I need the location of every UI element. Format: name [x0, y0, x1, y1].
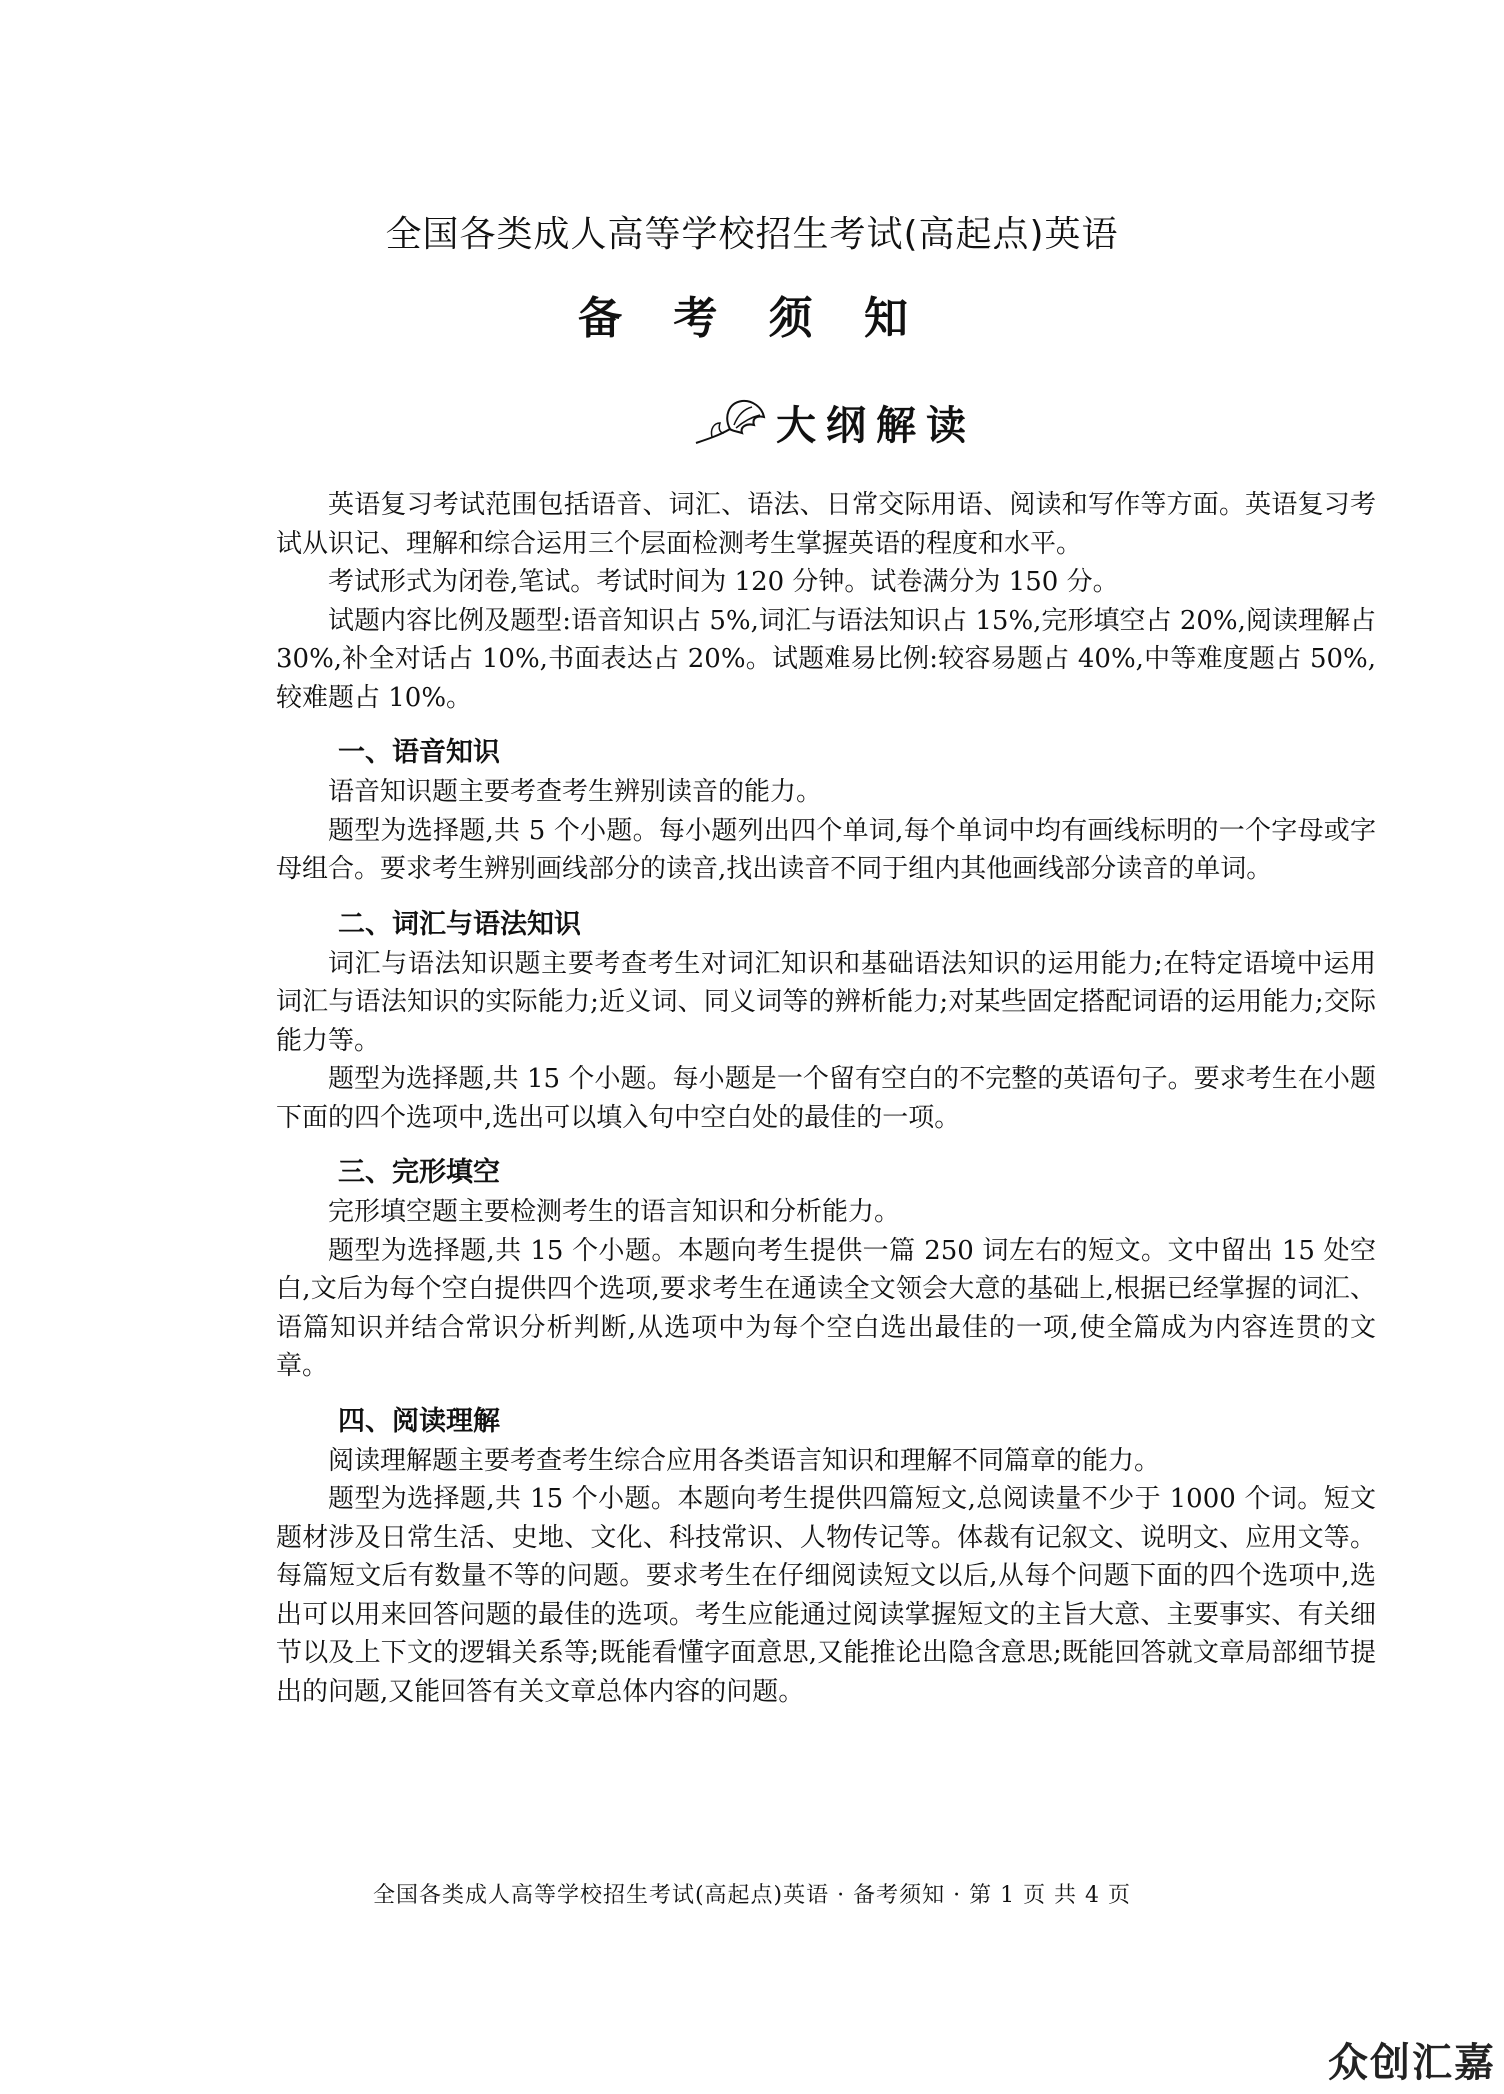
part-heading-cloze: 三、完形填空: [338, 1157, 500, 1188]
section-banner: [690, 392, 976, 452]
page-footer: 全国各类成人高等学校招生考试(高起点)英语 · 备考须知 · 第 1 页 共 4 页: [372, 1883, 1132, 1908]
document-body: [276, 486, 1376, 1711]
ginkgo-leaf-icon: [690, 395, 768, 449]
part-paragraph: 题型为选择题,共 5 个小题。每小题列出四个单词,每个单词中均有画线标明的一个字母或字母组合。要求考生辨别画线部分的读音,找出读音不同于组内其他画线部分读音的单词。: [276, 815, 1376, 884]
part-heading-reading: 四、阅读理解: [338, 1405, 500, 1437]
intro-paragraph: 考试形式为闭卷,笔试。考试时间为 120 分钟。试卷满分为 150 分。: [328, 567, 1119, 597]
part-heading-vocabulary-grammar: 二、词汇与语法知识: [338, 908, 581, 940]
section-title: 大纲解读: [776, 401, 976, 449]
document-title: 全国各类成人高等学校招生考试(高起点)英语: [385, 214, 1119, 255]
document-subtitle: 备 考 须 知: [578, 293, 926, 344]
part-paragraph: 阅读理解题主要考查考生综合应用各类语言知识和理解不同篇章的能力。: [328, 1445, 1161, 1476]
intro-paragraph: 英语复习考试范围包括语音、词汇、语法、日常交际用语、阅读和写作等方面。英语复习考试从识记、理解和综合运用三个层面检测考生掌握英语的程度和水平。: [276, 490, 1376, 559]
intro-paragraph: 试题内容比例及题型:语音知识占 5%,词汇与语法知识占 15%,完形填空占 20%,阅读理解占 30%,补全对话占 10%,书面表达占 20%。试题难易比例:较容易题占 40%,中等难度题占 50%,较难题占 10%。: [276, 605, 1376, 713]
part-paragraph: 完形填空题主要检测考生的语言知识和分析能力。: [328, 1197, 901, 1227]
part-paragraph: 词汇与语法知识题主要考查考生对词汇知识和基础语法知识的运用能力;在特定语境中运用词汇与语法知识的实际能力;近义词、同义词等的辨析能力;对某些固定搭配词语的运用能力;交际能力等。: [276, 948, 1376, 1056]
part-heading-phonetics: 一、语音知识: [338, 737, 500, 768]
watermark-logo: 众创汇嘉: [1328, 2040, 1496, 2086]
part-paragraph: 题型为选择题,共 15 个小题。本题向考生提供一篇 250 词左右的短文。文中留出 15 处空白,文后为每个空白提供四个选项,要求考生在通读全文领会大意的基础上,根据已经掌握的词汇、语篇知识并结合常识分析判断,从选项中为每个空白选出最佳的一项,使全篇成为内容连贯的文章。: [276, 1235, 1376, 1381]
part-paragraph: 题型为选择题,共 15 个小题。每小题是一个留有空白的不完整的英语句子。要求考生在小题下面的四个选项中,选出可以填入句中空白处的最佳的一项。: [276, 1064, 1376, 1133]
part-paragraph: 语音知识题主要考查考生辨别读音的能力。: [328, 777, 823, 807]
part-paragraph: 题型为选择题,共 15 个小题。本题向考生提供四篇短文,总阅读量不少于 1000 个词。短文题材涉及日常生活、史地、文化、科技常识、人物传记等。体裁有记叙文、说明文、应用文等。每篇短文后有数量不等的问题。要求考生在仔细阅读短文以后,从每个问题下面的四个选项中,选出可以用来回答问题的最佳的选项。考生应能通过阅读掌握短文的主旨大意、主要事实、有关细节以及上下文的逻辑关系等;既能看懂字面意思,又能推论出隐含意思;既能回答就文章局部细节提出的问题,又能回答有关文章总体内容的问题。: [276, 1484, 1376, 1707]
